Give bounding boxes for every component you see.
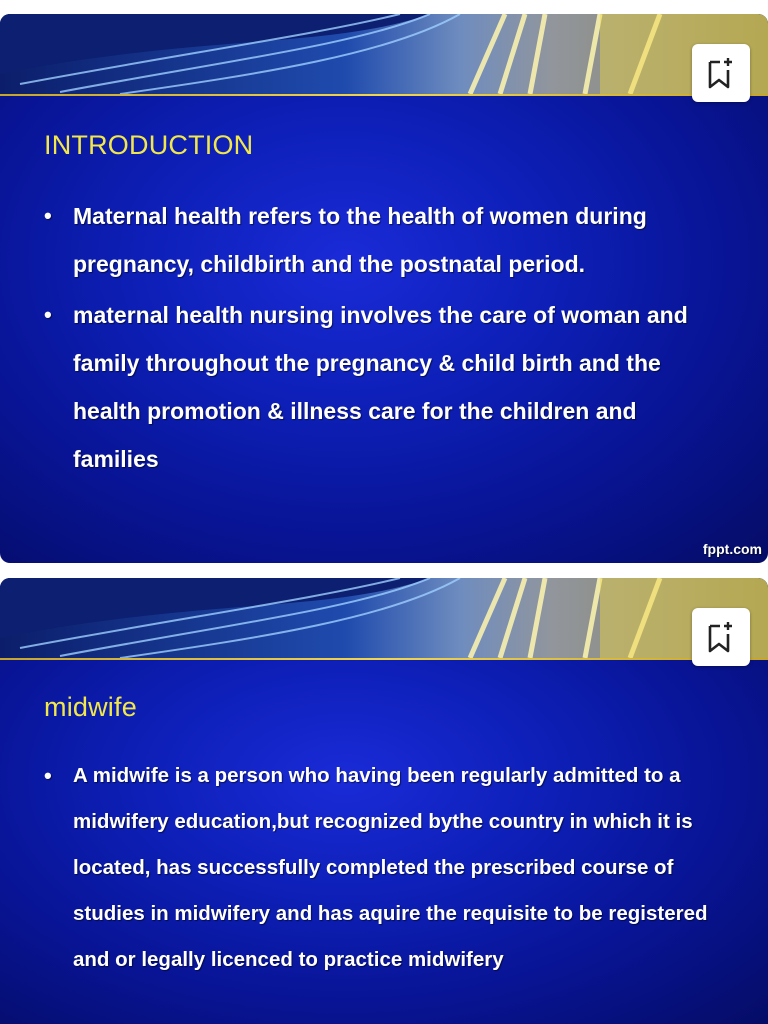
slide-title: midwife: [44, 692, 137, 722]
bullet-item: • A midwife is a person who having been regularly admitted to a midwifery education,but recognized bythe country in which it is located, has successfully completed the prescribed course of studies in midwifery and has aquire the requisite to be registered and or legally licenced to practice midwifery: [44, 753, 728, 983]
bookmark-add-icon: [706, 620, 736, 654]
slide-header-banner: [0, 14, 768, 94]
slide-title: INTRODUCTION: [44, 130, 254, 160]
bookmark-add-icon: [706, 56, 736, 90]
bookmark-add-button[interactable]: [692, 44, 750, 102]
slide-introduction: [0, 14, 768, 563]
banner-accent-line: [0, 94, 768, 96]
bullet-list: [44, 753, 728, 983]
slide-midwife: [0, 578, 768, 1024]
bullet-marker: •: [44, 763, 52, 788]
banner-swirl-graphic: [0, 578, 768, 658]
slide-header-banner: [0, 578, 768, 658]
banner-swirl-graphic: [0, 14, 768, 94]
bullet-item: • Maternal health refers to the health of women during pregnancy, childbirth and the postnatal period.: [44, 192, 728, 288]
bullet-marker: •: [44, 302, 52, 327]
bullet-marker: •: [44, 203, 52, 228]
banner-accent-line: [0, 658, 768, 660]
bookmark-add-button[interactable]: [692, 608, 750, 666]
bullet-list: [44, 192, 728, 486]
watermark-text: fppt.com: [702, 541, 762, 557]
bullet-item: • maternal health nursing involves the care of woman and family throughout the pregnancy & child birth and the health promotion & illness care for the children and families: [44, 291, 728, 483]
